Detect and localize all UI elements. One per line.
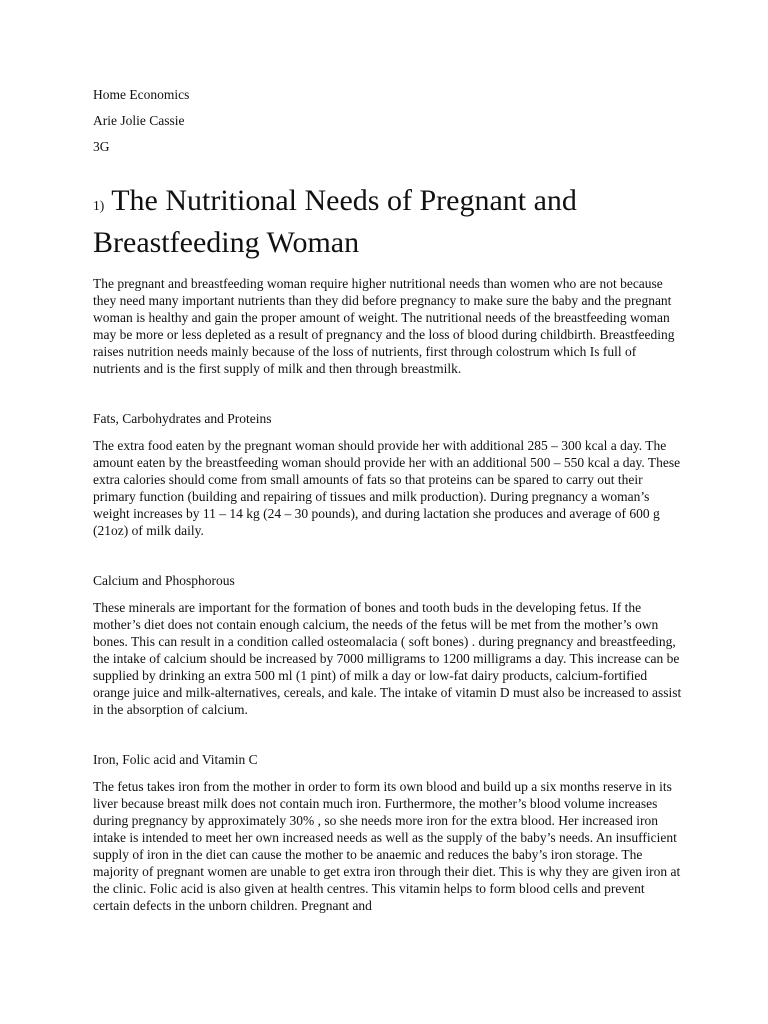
section-body-calcium: These minerals are important for the formation of bones and tooth buds in the developing fetus. If the mother’s diet does not contain enough calcium, the needs of the fetus will be met from the mother’s own bones. This can result in a condition called osteomalacia ( soft bones) . during pregnancy and breastfeeding, the intake of calcium should be increased by 7000 milligrams to 1200 milligrams a day. This increase can be supplied by drinking an extra 500 ml (1 pint) of milk a day or low-fat dairy products, calcium-fortified orange juice and milk-alternatives, cereals, and kale. The intake of vitamin D must also be increased to assist in the absorption of calcium. (93, 600, 682, 717)
section-heading-calcium: Calcium and Phosphorous (93, 573, 235, 588)
subject-line: Home Economics (93, 87, 190, 102)
title-text: The Nutritional Needs of Pregnant and Breastfeeding Woman (93, 184, 577, 259)
document-page (93, 86, 683, 914)
section-body-fats: The extra food eaten by the pregnant woman should provide her with additional 285 – 300 kcal a day. The amount eaten by the breastfeeding woman should provide her with an additional 500 – 550 kcal a day. These extra calories should come from small amounts of fats so that proteins can be spared to carry out their primary function (building and repairing of tissues and milk production). During pregnancy a woman’s weight increases by 11 – 14 kg (24 – 30 pounds), and during lactation she produces and average of 600 g (21oz) of milk daily. (93, 438, 681, 538)
page-title (93, 182, 683, 261)
class-line: 3G (93, 139, 110, 154)
section-heading-iron: Iron, Folic acid and Vitamin C (93, 752, 258, 767)
intro-paragraph: The pregnant and breastfeeding woman require higher nutritional needs than women who are not because they need many important nutrients than they did before pregnancy to make sure the baby and the pregnant woman is healthy and gain the proper amount of weight. The nutritional needs of the breastfeeding woman may be more or less depleted as a result of pregnancy and the loss of blood during childbirth. Breastfeeding raises nutrition needs mainly because of the loss of nutrients, first through colostrum which Is full of nutrients and is the first supply of milk and then through breastmilk. (93, 276, 675, 376)
author-line: Arie Jolie Cassie (93, 113, 185, 128)
section-body-iron: The fetus takes iron from the mother in order to form its own blood and build up a six months reserve in its liver because breast milk does not contain much iron. Furthermore, the mother’s blood volume increases during pregnancy by approximately 30% , so she needs more iron for the extra blood. Her increased iron intake is intended to meet her own increased needs as well as the supply of the baby’s needs. An insufficient supply of iron in the diet can cause the mother to be anaemic and reduces the baby’s iron storage. The majority of pregnant women are unable to get extra iron through their diet. This is why they are given iron at the clinic. Folic acid is also given at health centres. This vitamin helps to form blood cells and prevent certain defects in the unborn children. Pregnant and (93, 779, 681, 913)
title-number: 1) (93, 198, 105, 213)
section-heading-fats: Fats, Carbohydrates and Proteins (93, 411, 272, 426)
